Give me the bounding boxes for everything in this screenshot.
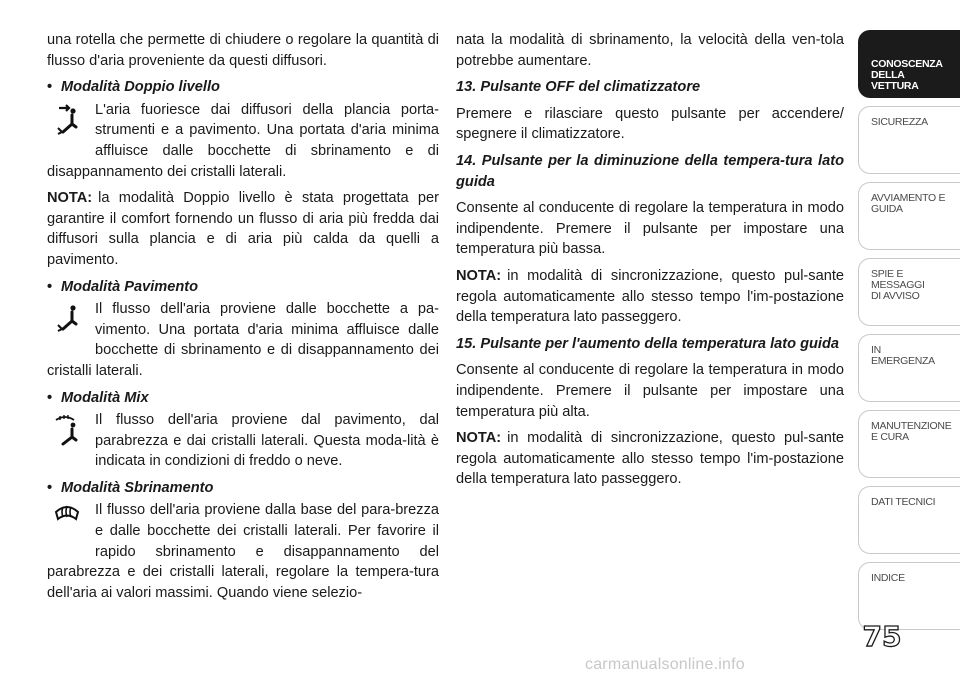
- note-paragraph: NOTA: la modalità Doppio livello è stata progettata per garantire il comfort fornendo un flusso di aria più fredda dai diffusori sulla plancia e di aria più calda da quelli a pavimento.: [47, 190, 439, 268]
- mix-mode-block: Il flusso dell'aria proviene dal pavimento, dal parabrezza e dai cristalli laterali. Questa moda-lità è indicata in condizioni di freddo o neve.: [47, 410, 439, 472]
- floor-mode-block: Il flusso dell'aria proviene dalle bocchette a pa-vimento. Una portata d'aria minima affluisce dalle bocchette di sbrinamento e di disappannamento dei cristalli laterali.: [47, 301, 439, 379]
- tab-sicurezza[interactable]: SICUREZZA: [858, 106, 960, 174]
- note-1-label: NOTA:: [456, 267, 502, 284]
- continued-paragraph: nata la modalità di sbrinamento, la velocità della ven-tola potrebbe aumentare.: [456, 32, 844, 69]
- tab-manutenzione-e-cura[interactable]: MANUTENZIONE E CURA: [858, 410, 960, 478]
- chapter-tabs: [858, 30, 960, 638]
- tab-dati-tecnici[interactable]: DATI TECNICI: [858, 486, 960, 554]
- tab-indice[interactable]: INDICE: [858, 562, 960, 630]
- note-1-paragraph: NOTA: in modalità di sincronizzazione, questo pul-sante regola automaticamente allo stesso tempo l'im-postazione della temperatura lato passeggero.: [456, 267, 844, 326]
- page-number: 75: [862, 620, 902, 653]
- tab-spie-e-messaggi[interactable]: SPIE E MESSAGGI DI AVVISO: [858, 258, 960, 326]
- mix-mode-icon: [47, 412, 95, 452]
- defrost-mode-title: • Modalità Sbrinamento: [47, 479, 214, 496]
- intro-paragraph: una rotella che permette di chiudere o regolare la quantità di flusso d'aria proveniente da questi diffusori.: [47, 32, 439, 69]
- section-14-text: Consente al conducente di regolare la temperatura in modo indipendente. Premere il pulsante per impostare una temperatura più bassa.: [456, 200, 844, 258]
- tab-conoscenza-della-vettura[interactable]: CONOSCENZA DELLA VETTURA: [858, 30, 960, 98]
- mix-mode-title: • Modalità Mix: [47, 389, 149, 406]
- watermark: carmanualsonline.info: [585, 656, 745, 673]
- floor-mode-icon: [47, 301, 95, 341]
- bilevel-mode-block: L'aria fuoriesce dai diffusori della plancia porta-strumenti e a pavimento. Una portata d'aria minima affluisce dalle bocchette di sbrinamento e di disappannamento dei cristalli laterali.: [47, 101, 439, 180]
- note-2-paragraph: NOTA: in modalità di sincronizzazione, questo pul-sante regola automaticamente allo stesso tempo l'im-postazione della temperatura lato passeggero.: [456, 430, 844, 488]
- section-15-text: Consente al conducente di regolare la temperatura in modo indipendente. Premere il pulsante per impostare una temperatura più alta.: [456, 362, 844, 420]
- note-2-label: NOTA:: [456, 430, 502, 447]
- defrost-mode-block: Il flusso dell'aria proviene dalla base del para-brezza e dalle bocchette dei cristalli laterali. Per favorire il rapido sbrinamento e disappannamento del parabrezza e dei cristalli laterali, regolare la tempera-tura dell'aria ai valori massimi. Quando viene selezio-: [47, 502, 439, 601]
- right-column: [456, 30, 844, 496]
- section-13-text: Premere e rilasciare questo pulsante per accendere/ spegnere il climatizzatore.: [456, 105, 844, 143]
- floor-mode-title: • Modalità Pavimento: [47, 278, 199, 295]
- left-column: [47, 30, 439, 609]
- bilevel-mode-title: • Modalità Doppio livello: [47, 79, 220, 96]
- defrost-mode-icon: [47, 502, 95, 542]
- section-13-title: 13. Pulsante OFF del climatizzatore: [456, 79, 701, 96]
- section-15-title: 15. Pulsante per l'aumento della temperatura lato guida: [456, 335, 840, 352]
- bilevel-mode-icon: [47, 102, 95, 142]
- tab-avviamento-e-guida[interactable]: AVVIAMENTO E GUIDA: [858, 182, 960, 250]
- note-label: NOTA:: [47, 190, 93, 207]
- section-14-title: 14. Pulsante per la diminuzione della tempera-tura lato guida: [456, 152, 844, 190]
- tab-in-emergenza[interactable]: IN EMERGENZA: [858, 334, 960, 402]
